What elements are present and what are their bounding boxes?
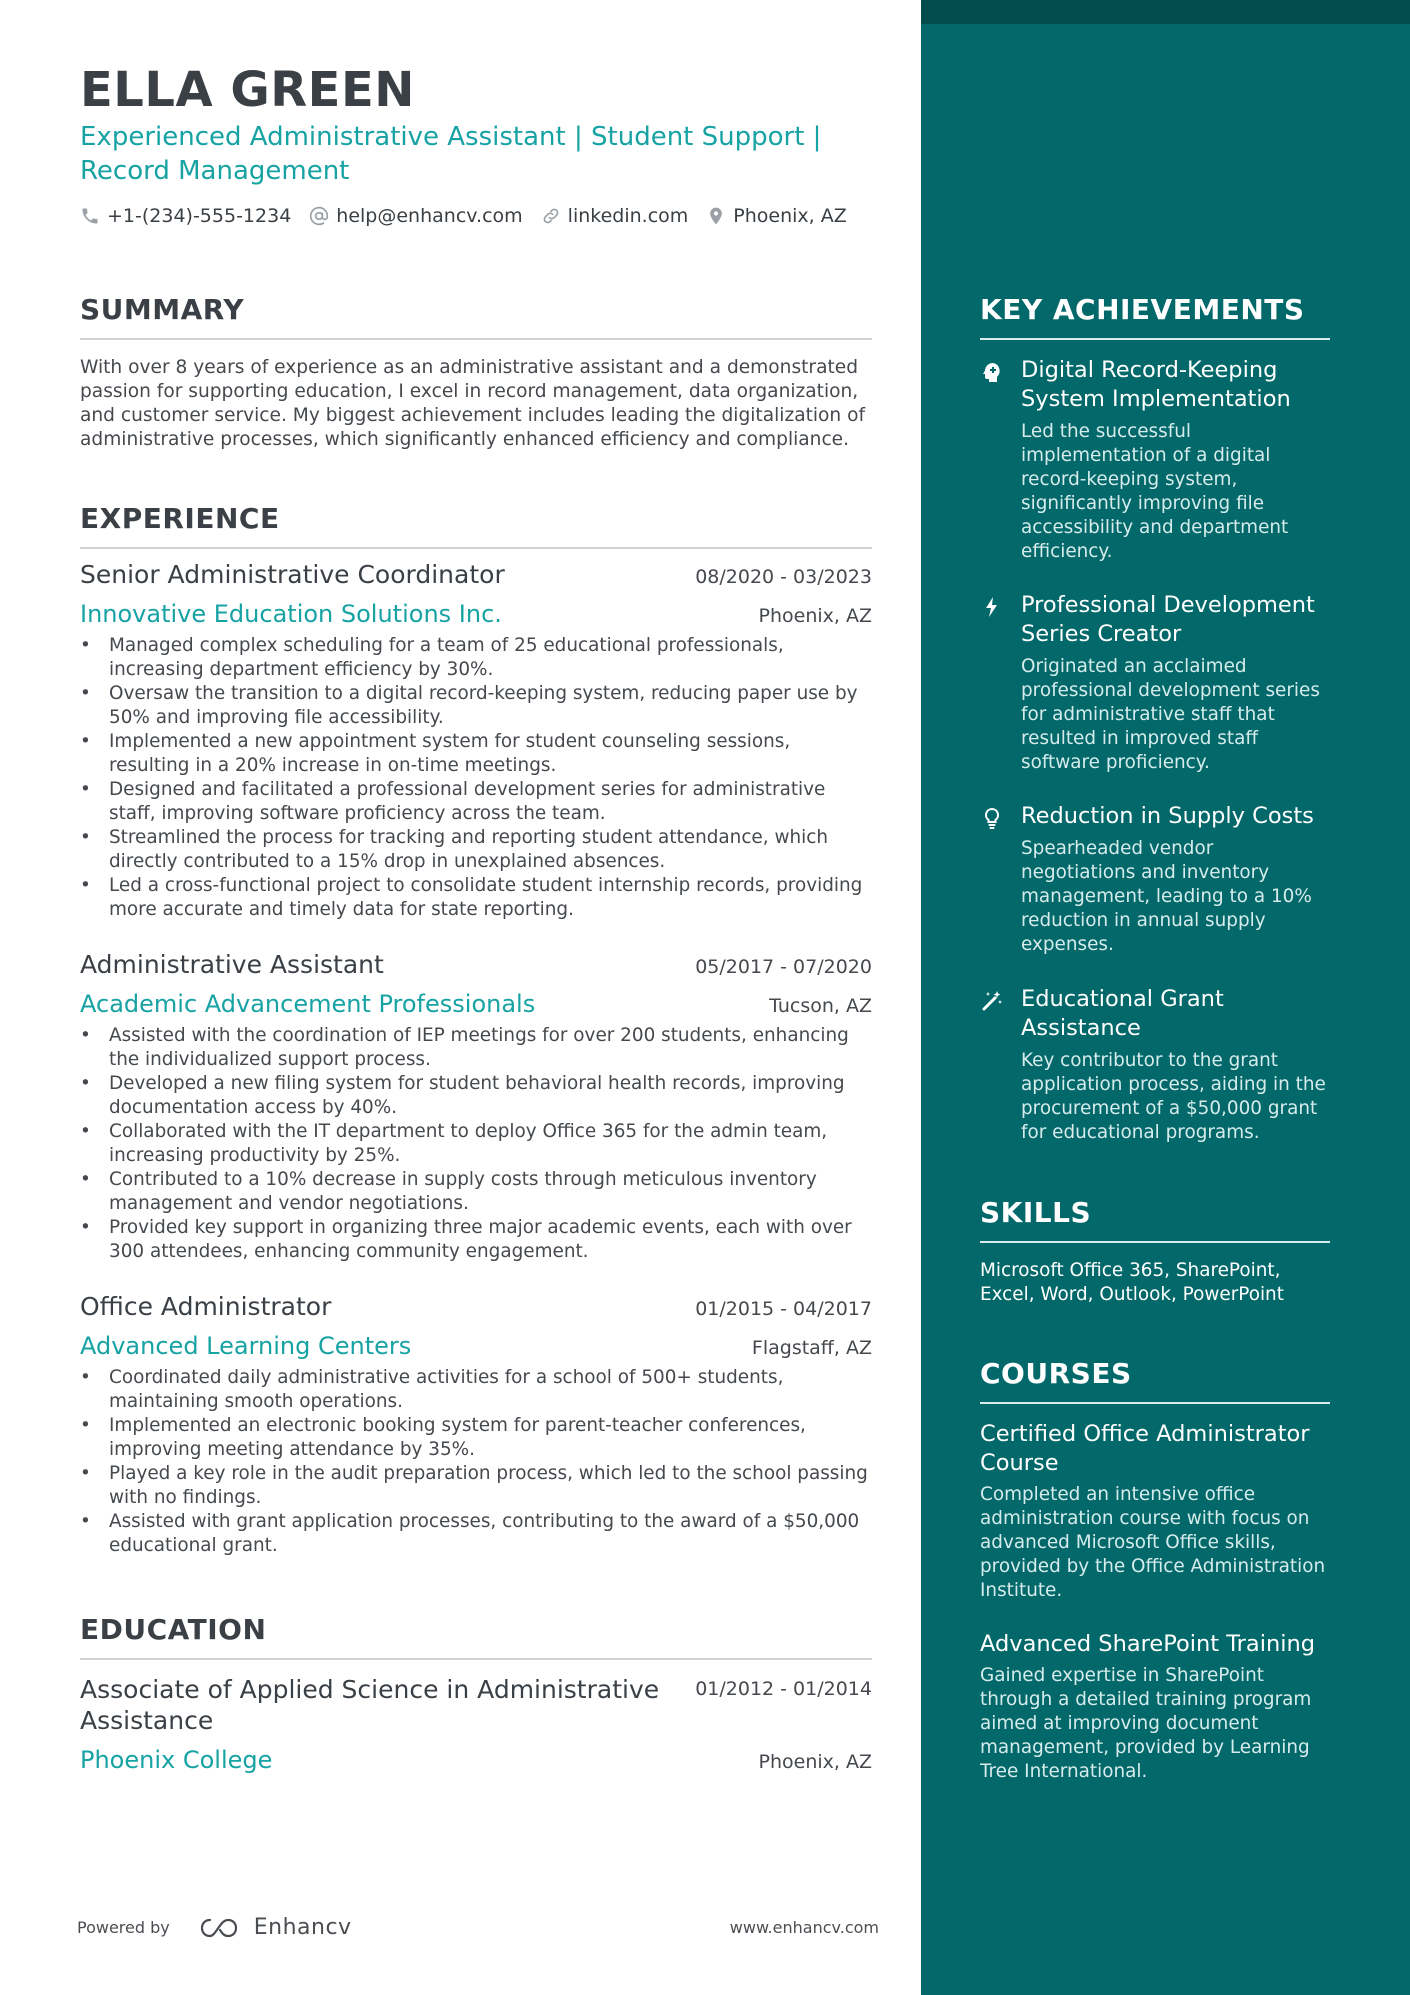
powered-by[interactable] — [77, 1915, 352, 1940]
sidebar — [921, 0, 1410, 1995]
course-item — [980, 1630, 1330, 1784]
job-dates: 08/2020 - 03/2023 — [695, 566, 872, 588]
bullet-item: • Managed complex scheduling for a team of 25 educational professionals, increasing department efficiency by 30%. — [80, 634, 872, 682]
degree-name: Associate of Applied Science in Administrative Assistance — [80, 1675, 660, 1735]
bullet-item: • Assisted with the coordination of IEP meetings for over 200 students, enhancing the individualized support process. — [80, 1024, 872, 1072]
bullet-item: • Played a key role in the audit preparation process, which led to the school passing with no findings. — [80, 1462, 872, 1510]
link-icon — [541, 206, 561, 226]
job-bullets — [80, 1366, 872, 1558]
job-title: Senior Administrative Coordinator — [80, 560, 505, 589]
achievement-description: Led the successful implementation of a digital record-keeping system, significantly improving file accessibility and department efficiency. — [1021, 421, 1289, 562]
location-text: Phoenix, AZ — [733, 205, 847, 227]
job-location: Flagstaff, AZ — [751, 1337, 872, 1359]
achievement-title: Reduction in Supply Costs — [1021, 803, 1314, 829]
job-title: Administrative Assistant — [80, 950, 384, 979]
candidate-name: ELLA GREEN — [80, 62, 415, 118]
job-title: Office Administrator — [80, 1292, 332, 1321]
achievement-item — [980, 985, 1330, 1145]
skills-list: Microsoft Office 365, SharePoint, Excel, Word, Outlook, PowerPoint — [980, 1260, 1284, 1305]
company-name: Advanced Learning Centers — [80, 1332, 412, 1360]
bullet-item: • Designed and facilitated a professional development series for administrative staff, improving software proficiency across the team. — [80, 778, 872, 826]
job-location: Phoenix, AZ — [758, 605, 872, 627]
bullet-item: • Streamlined the process for tracking and reporting student attendance, which directly contributed to a 15% drop in unexplained absences. — [80, 826, 872, 874]
phone-icon — [80, 206, 100, 226]
education-entry — [80, 1674, 872, 1774]
website-link[interactable]: www.enhancv.com — [729, 1918, 879, 1937]
summary-text: With over 8 years of experience as an administrative assistant and a demonstrated passion for supporting education, I excel in record management, data organization, and customer service. My biggest achievement includes leading the digitalization of administrative processes, which significantly enhanced efficiency and compliance. — [80, 357, 866, 450]
job-bullets — [80, 1024, 872, 1264]
education-dates: 01/2012 - 01/2014 — [695, 1678, 872, 1700]
job-location: Tucson, AZ — [769, 995, 872, 1017]
summary-heading: SUMMARY — [80, 293, 872, 340]
course-title: Advanced SharePoint Training — [980, 1631, 1316, 1657]
course-item — [980, 1420, 1330, 1603]
contact-linkedin[interactable] — [541, 205, 689, 227]
courses-heading: COURSES — [980, 1357, 1330, 1404]
experience-entry — [80, 560, 872, 922]
linkedin-text: linkedin.com — [567, 205, 689, 227]
achievement-title: Digital Record-Keeping System Implementation — [1021, 357, 1291, 412]
bullet-item: • Developed a new filing system for student behavioral health records, improving documentation access by 40%. — [80, 1072, 872, 1120]
school-name: Phoenix College — [80, 1746, 273, 1774]
bullet-item: • Coordinated daily administrative activities for a school of 500+ students, maintaining smooth operations. — [80, 1366, 872, 1414]
achievement-description: Originated an acclaimed professional development series for administrative staff that resulted in improved staff software proficiency. — [1021, 656, 1320, 773]
bullet-item: • Implemented a new appointment system for student counseling sessions, resulting in a 20% increase in on-time meetings. — [80, 730, 872, 778]
achievement-title: Professional Development Series Creator — [1021, 592, 1315, 647]
achievements-heading: KEY ACHIEVEMENTS — [980, 293, 1330, 340]
achievement-title: Educational Grant Assistance — [1021, 986, 1224, 1041]
location-pin-icon — [706, 206, 726, 226]
school-location: Phoenix, AZ — [758, 1751, 872, 1773]
achievement-item — [980, 591, 1330, 775]
bullet-item: • Oversaw the transition to a digital record-keeping system, reducing paper use by 50% and improving file accessibility. — [80, 682, 872, 730]
phone-text: +1-(234)-555-1234 — [107, 205, 292, 227]
footer — [77, 1915, 879, 1940]
email-text: help@enhancv.com — [336, 205, 523, 227]
contact-email[interactable] — [309, 205, 522, 227]
company-name: Academic Advancement Professionals — [80, 990, 536, 1018]
contact-bar — [80, 205, 865, 227]
contact-location — [706, 205, 846, 227]
at-sign-icon — [309, 206, 329, 226]
achievement-description: Key contributor to the grant application process, aiding in the procurement of a $50,000 grant for educational programs. — [1021, 1050, 1326, 1143]
headline: Experienced Administrative Assistant | Student Support | Record Management — [80, 122, 822, 186]
bullet-item: • Led a cross-functional project to consolidate student internship records, providing more accurate and timely data for state reporting. — [80, 874, 872, 922]
job-bullets — [80, 634, 872, 922]
achievement-description: Spearheaded vendor negotiations and inventory management, leading to a 10% reduction in annual supply expenses. — [1021, 838, 1312, 955]
contact-phone[interactable] — [80, 205, 291, 227]
brand-name: Enhancv — [253, 1915, 352, 1940]
bullet-item: • Provided key support in organizing three major academic events, each with over 300 attendees, enhancing community engagement. — [80, 1216, 872, 1264]
bullet-item: • Collaborated with the IT department to deploy Office 365 for the admin team, increasing productivity by 25%. — [80, 1120, 872, 1168]
course-description: Gained expertise in SharePoint through a detailed training program aimed at improving document management, provided by Learning Tree International. — [980, 1665, 1312, 1782]
education-heading: EDUCATION — [80, 1613, 872, 1660]
lightning-bolt-icon — [980, 595, 1004, 619]
achievement-item — [980, 356, 1330, 564]
experience-heading: EXPERIENCE — [80, 502, 872, 549]
course-title: Certified Office Administrator Course — [980, 1421, 1310, 1476]
experience-entry — [80, 1292, 872, 1558]
powered-by-label: Powered by — [77, 1918, 170, 1937]
magic-wand-icon — [980, 989, 1004, 1013]
company-name: Innovative Education Solutions Inc. — [80, 600, 502, 628]
job-dates: 05/2017 - 07/2020 — [695, 956, 872, 978]
sidebar-top-band — [921, 0, 1410, 24]
course-description: Completed an intensive office administration course with focus on advanced Microsoft Office skills, provided by the Office Administration Institute. — [980, 1484, 1326, 1601]
bullet-item: • Assisted with grant application processes, contributing to the award of a $50,000 educational grant. — [80, 1510, 872, 1558]
achievement-item — [980, 802, 1330, 957]
skills-heading: SKILLS — [980, 1196, 1330, 1243]
bullet-item: • Implemented an electronic booking system for parent-teacher conferences, improving meeting attendance by 35%. — [80, 1414, 872, 1462]
brain-icon — [980, 360, 1004, 384]
job-dates: 01/2015 - 04/2017 — [695, 1298, 872, 1320]
enhancv-logo-icon — [198, 1916, 244, 1940]
lightbulb-icon — [980, 806, 1004, 830]
bullet-item: • Contributed to a 10% decrease in supply costs through meticulous inventory management and vendor negotiations. — [80, 1168, 872, 1216]
experience-entry — [80, 950, 872, 1264]
